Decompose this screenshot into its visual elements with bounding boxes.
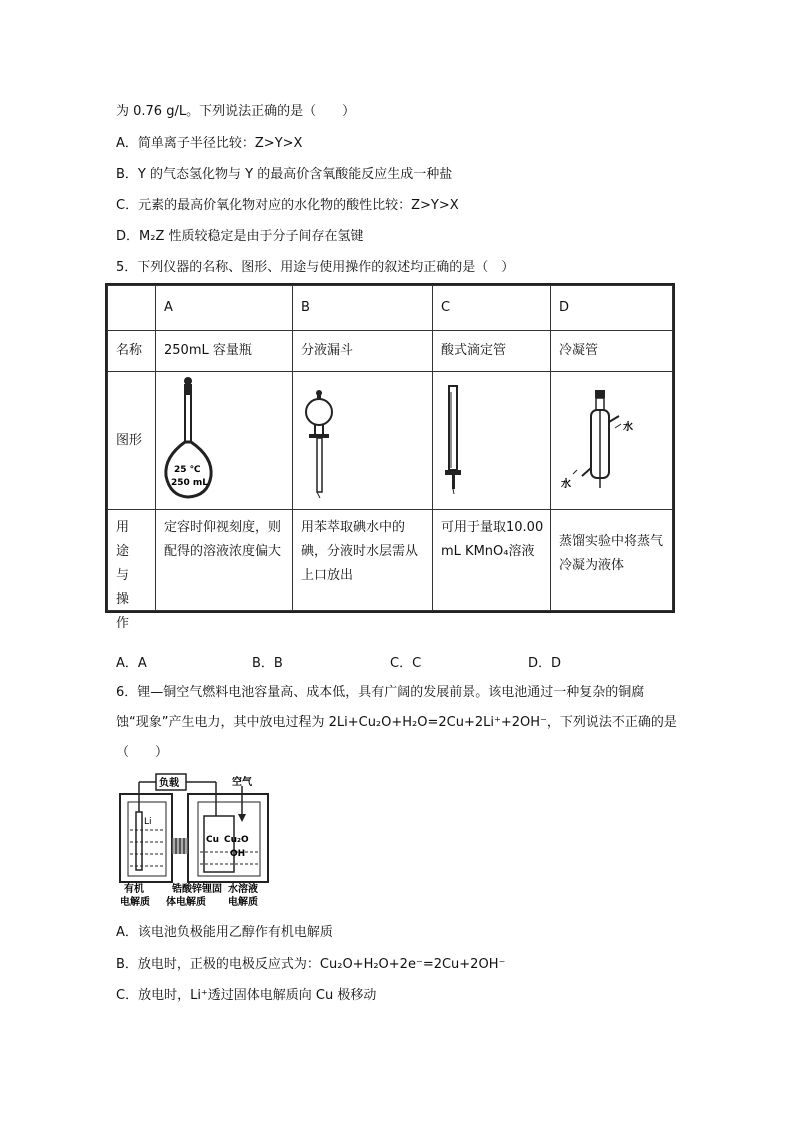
option-a-q6: A．该电池负极能用乙醇作有机电解质 <box>116 925 333 940</box>
header-d: D <box>550 285 673 331</box>
water-out-label: 水 <box>623 422 633 433</box>
svg-text:负载: 负载 <box>159 778 179 789</box>
question5-stem: 5．下列仪器的名称、图形、用途与使用操作的叙述均正确的是（ ） <box>116 260 515 275</box>
figure-c <box>432 371 551 510</box>
svg-text:25 ℃: 25 ℃ <box>174 465 201 475</box>
condenser-icon <box>551 372 672 509</box>
option-b-q4: B．Y 的气态氢化物与 Y 的最高价含氧酸能反应生成一种盐 <box>116 167 453 182</box>
battery-diagram <box>116 772 286 914</box>
name-d: 冷凝管 <box>550 330 673 372</box>
volumetric-flask-icon <box>156 372 292 509</box>
option-d-q4: D．M₂Z 性质较稳定是由于分子间存在氢键 <box>116 229 364 244</box>
option-b-q6: B．放电时，正极的电极反应式为：Cu₂O+H₂O+2e⁻=2Cu+2OH⁻ <box>116 957 506 972</box>
choice-a: A．A <box>116 656 147 671</box>
row-label-use: 用途与操作 <box>107 509 156 611</box>
svg-text:Li: Li <box>144 817 152 827</box>
header-a: A <box>155 285 293 331</box>
question6-line2: 蚀“现象”产生电力，其中放电过程为 2Li+Cu₂O+H₂O=2Cu+2Li⁺+2OH⁻，下列说法不正确的是 <box>116 715 677 730</box>
svg-text:Cu₂O: Cu₂O <box>224 835 249 845</box>
question6-line1: 6．锂—铜空气燃料电池容量高、成本低，具有广阔的发展前景。该电池通过一种复杂的铜腐 <box>116 685 645 700</box>
row-label-name: 名称 <box>107 330 156 372</box>
choice-b: B．B <box>252 656 283 671</box>
svg-text:OH: OH <box>230 849 246 859</box>
svg-text:锆酸锌锂固: 锆酸锌锂固 <box>172 884 222 895</box>
header-b: B <box>292 285 433 331</box>
use-a: 定容时仰视刻度，则配得的溶液浓度偏大 <box>155 509 293 611</box>
option-c-q4: C．元素的最高价氧化物对应的水化物的酸性比较：Z>Y>X <box>116 198 459 213</box>
name-b: 分液漏斗 <box>292 330 433 372</box>
question6-line3: （ ） <box>116 745 169 760</box>
svg-text:有机: 有机 <box>124 884 144 895</box>
option-c-q6: C．放电时，Li⁺透过固体电解质向 Cu 极移动 <box>116 988 377 1003</box>
name-c: 酸式滴定管 <box>432 330 551 372</box>
figure-a <box>155 371 293 510</box>
use-c: 可用于量取10.00mL KMnO₄溶液 <box>432 509 551 611</box>
svg-text:Cu: Cu <box>206 835 220 845</box>
question4-tail: 为 0.76 g/L。下列说法正确的是（ ） <box>116 104 356 119</box>
svg-text:250 mL: 250 mL <box>171 478 209 488</box>
figure-d <box>550 371 673 510</box>
acid-burette-icon <box>433 372 550 509</box>
choice-c: C．C <box>390 656 422 671</box>
choice-d: D．D <box>528 656 562 671</box>
svg-text:电解质: 电解质 <box>228 897 258 908</box>
use-d: 蒸馏实验中将蒸气冷凝为液体 <box>550 509 673 611</box>
instrument-table <box>105 283 675 631</box>
row-label-figure: 图形 <box>107 371 156 510</box>
header-c: C <box>432 285 551 331</box>
name-a: 250mL 容量瓶 <box>155 330 293 372</box>
svg-text:空气: 空气 <box>232 777 252 788</box>
option-a-q4: A．简单离子半径比较：Z>Y>X <box>116 136 303 151</box>
water-in-label: 水 <box>561 479 571 490</box>
svg-text:电解质: 电解质 <box>120 897 150 908</box>
separatory-funnel-icon <box>293 372 432 509</box>
header-empty <box>107 285 156 331</box>
svg-text:体电解质: 体电解质 <box>166 897 206 908</box>
use-b: 用苯萃取碘水中的碘，分液时水层需从上口放出 <box>292 509 433 611</box>
figure-b <box>292 371 433 510</box>
svg-text:水溶液: 水溶液 <box>228 884 258 895</box>
